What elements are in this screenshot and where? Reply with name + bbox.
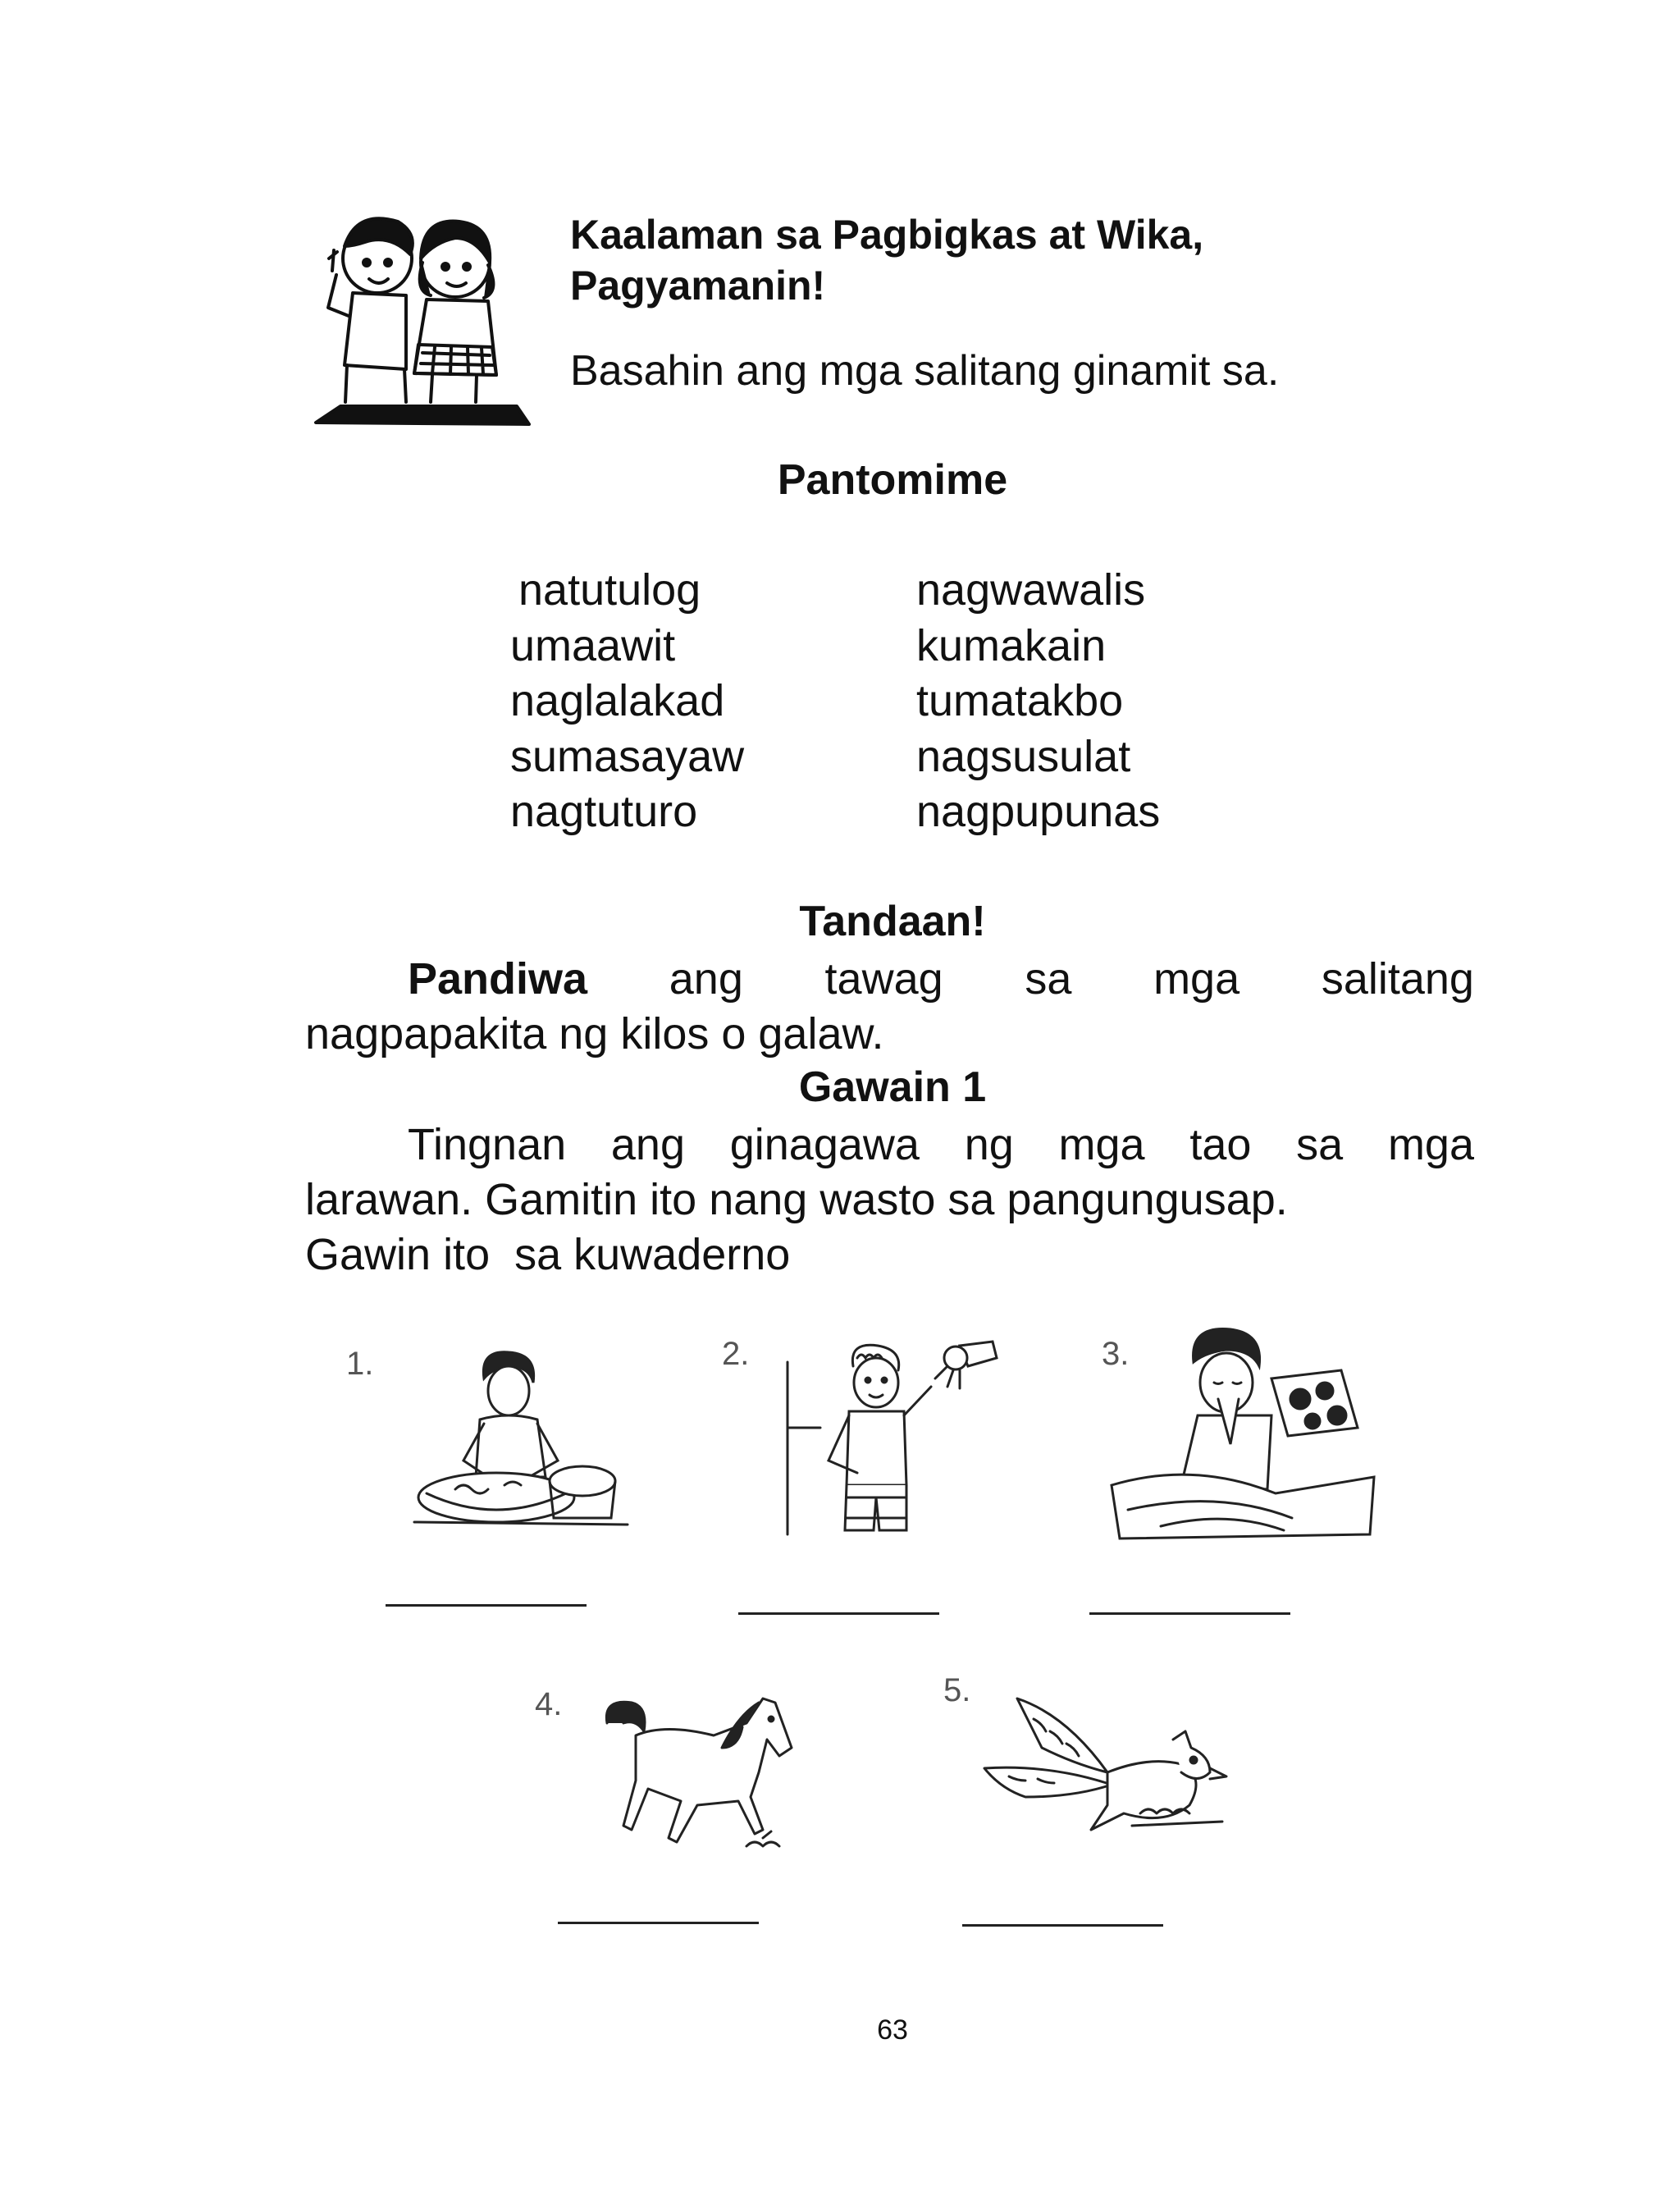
lesson-title-line2: Pagyamanin! — [570, 263, 826, 309]
tandaan-heading: Tandaan! — [799, 898, 986, 945]
answer-line-1[interactable] — [386, 1604, 587, 1607]
picture-number-1: 1. — [346, 1346, 374, 1382]
girl-praying-icon — [1095, 1321, 1386, 1555]
answer-line-3[interactable] — [1089, 1612, 1290, 1615]
gawain-word: ang — [610, 1120, 685, 1169]
gawain-word: ginagawa — [729, 1120, 920, 1169]
pantomime-heading: Pantomime — [777, 456, 1008, 504]
gawain-word: mga — [1387, 1120, 1474, 1169]
tandaan-word: ang — [669, 954, 743, 1004]
picture-number-5: 5. — [943, 1672, 971, 1708]
lesson-title-line1: Kaalaman sa Pagbigkas at Wika, — [570, 212, 1204, 258]
tandaan-word: tawag — [824, 954, 943, 1004]
picture-number-2: 2. — [722, 1336, 750, 1372]
gawain-word: Tingnan — [408, 1120, 567, 1169]
children-illustration — [308, 201, 537, 435]
gawain-word: sa — [1296, 1120, 1344, 1169]
boy-bathing-icon — [771, 1329, 1017, 1551]
word-left-5: nagtuturo — [510, 787, 698, 836]
instruction-text: Basahin ang mga salitang ginamit sa. — [570, 347, 1280, 395]
woman-washing-clothes-icon — [406, 1346, 632, 1547]
gawain-line1 — [305, 1118, 1474, 1173]
gawain-heading: Gawain 1 — [798, 1063, 987, 1111]
word-right-5: nagpupunas — [916, 787, 1161, 836]
bird-flying-icon — [976, 1682, 1255, 1867]
tandaan-word: mga — [1153, 954, 1240, 1004]
tandaan-line1 — [305, 952, 1474, 1007]
tandaan-line2: nagpapakita ng kilos o galaw. — [305, 1009, 884, 1058]
answer-line-5[interactable] — [962, 1924, 1163, 1927]
word-right-4: nagsusulat — [916, 732, 1131, 781]
tandaan-word: sa — [1025, 954, 1072, 1004]
picture-number-3: 3. — [1102, 1336, 1130, 1372]
pandiwa-term: Pandiwa — [408, 954, 588, 1004]
gawain-word: mga — [1058, 1120, 1145, 1169]
answer-line-4[interactable] — [558, 1922, 759, 1924]
gawain-line3: Gawin ito sa kuwaderno — [305, 1230, 791, 1279]
gawain-line2: larawan. Gamitin ito nang wasto sa pangungusap. — [305, 1175, 1288, 1224]
tandaan-word: salitang — [1321, 954, 1474, 1004]
word-right-3: tumatakbo — [916, 676, 1124, 725]
tandaan-paragraph — [305, 952, 1474, 1062]
answer-line-2[interactable] — [738, 1612, 939, 1615]
word-right-1: nagwawalis — [916, 565, 1146, 615]
lesson-title — [570, 209, 1203, 311]
word-left-2: umaawit — [510, 621, 676, 670]
gawain-word: tao — [1189, 1120, 1252, 1169]
page-number: 63 — [877, 2014, 908, 2046]
gawain-paragraph — [305, 1118, 1474, 1282]
word-left-3: naglalakad — [510, 676, 725, 725]
picture-number-4: 4. — [535, 1686, 563, 1722]
gawain-word: ng — [964, 1120, 1014, 1169]
word-left-1: natutulog — [518, 565, 701, 615]
horse-running-icon — [599, 1690, 820, 1867]
word-right-2: kumakain — [916, 621, 1107, 670]
word-left-4: sumasayaw — [510, 732, 745, 781]
